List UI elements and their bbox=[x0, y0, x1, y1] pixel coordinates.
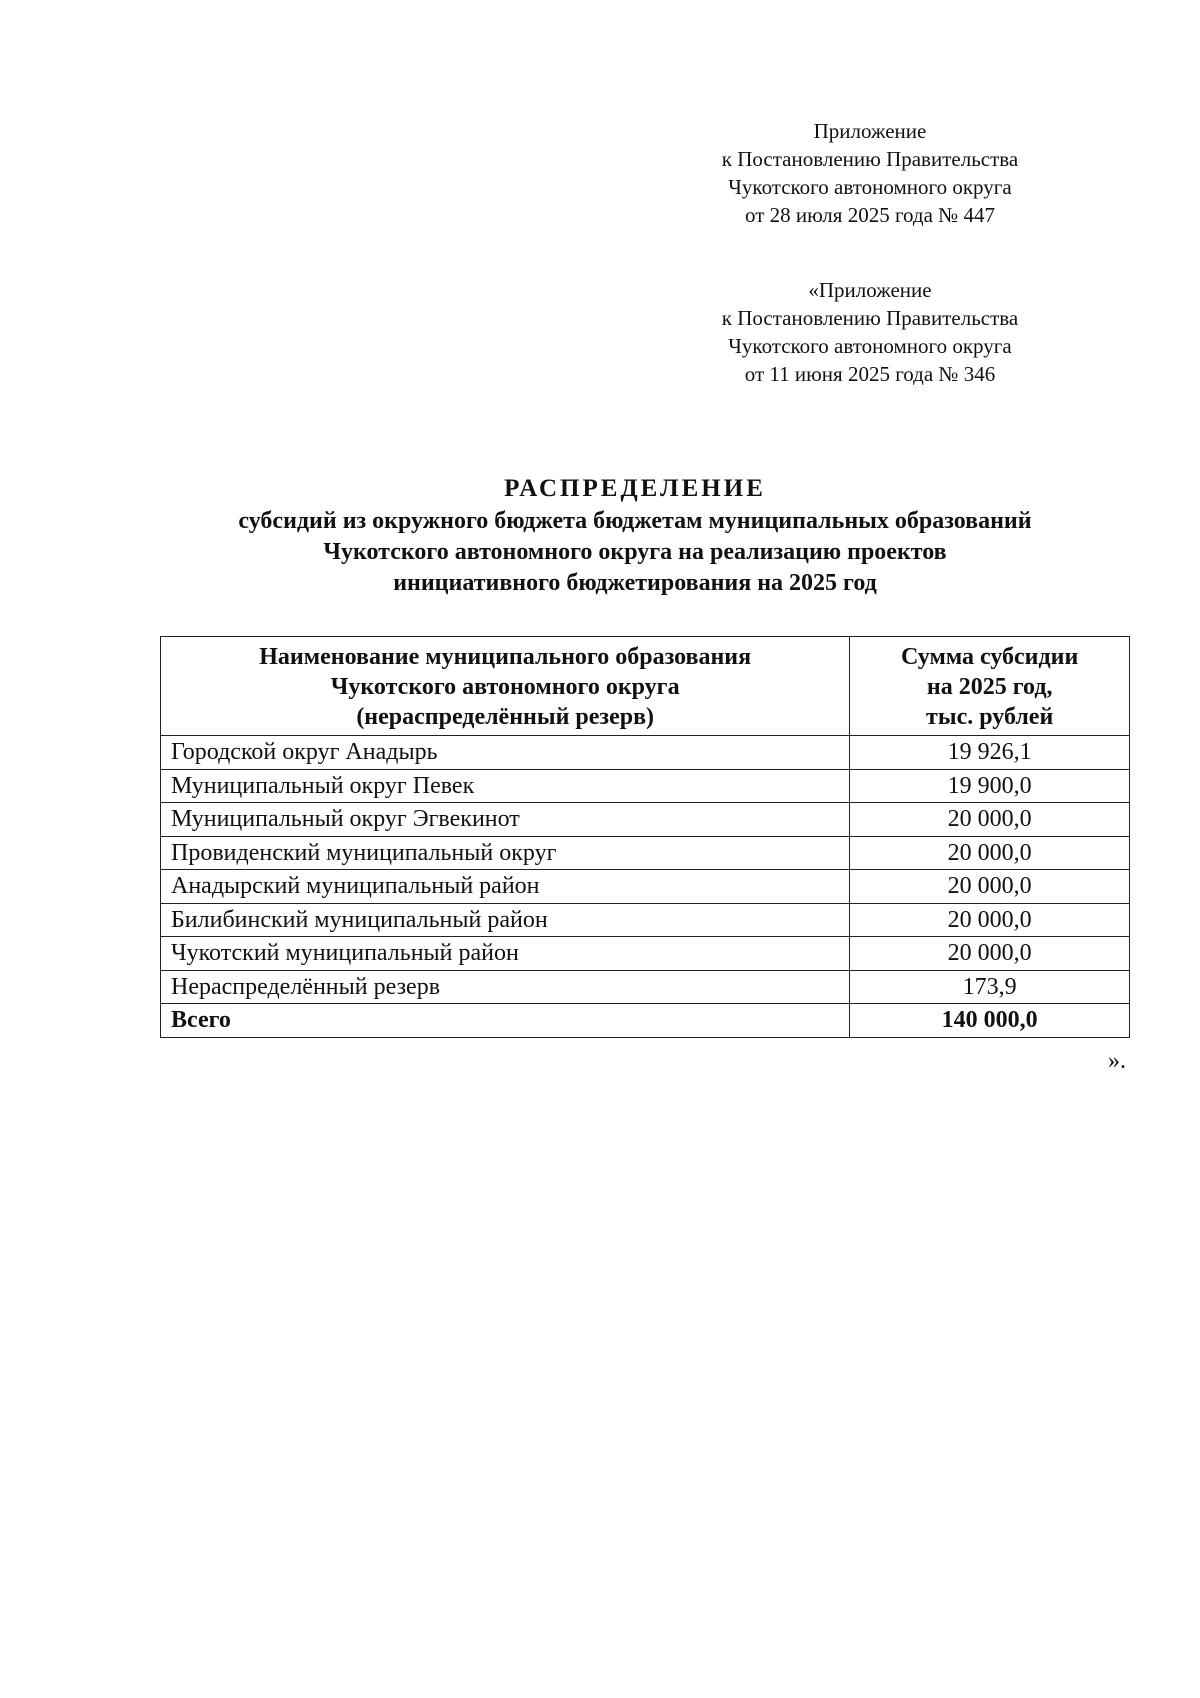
header-municipality-line-3: (нераспределённый резерв) bbox=[356, 704, 655, 730]
row-amount: 173,9 bbox=[850, 970, 1130, 1004]
row-amount: 20 000,0 bbox=[850, 803, 1130, 837]
document-title: РАСПРЕДЕЛЕНИЕ bbox=[504, 475, 766, 502]
row-municipality: Анадырский муниципальный район bbox=[161, 870, 850, 904]
table-row bbox=[161, 937, 1130, 971]
row-municipality: Городской округ Анадырь bbox=[161, 736, 850, 770]
total-label: Всего bbox=[161, 1004, 850, 1038]
table-header-row bbox=[161, 637, 1130, 736]
table-row bbox=[161, 736, 1130, 770]
annex-current-line-2: к Постановлению Правительства bbox=[721, 147, 1019, 171]
header-amount-line-1: Сумма субсидии bbox=[901, 644, 1079, 670]
row-municipality: Нераспределённый резерв bbox=[161, 970, 850, 1004]
header-amount-line-2: на 2025 год, bbox=[926, 674, 1053, 700]
row-municipality: Билибинский муниципальный район bbox=[161, 903, 850, 937]
row-amount: 20 000,0 bbox=[850, 870, 1130, 904]
row-municipality: Провиденский муниципальный округ bbox=[161, 836, 850, 870]
annex-amended-line-1: «Приложение bbox=[808, 278, 932, 302]
table-total-row bbox=[161, 1004, 1130, 1038]
subsidy-distribution-table bbox=[160, 636, 1130, 1038]
closing-quote-mark: ». bbox=[1108, 1048, 1126, 1074]
document-heading bbox=[150, 472, 1120, 599]
annex-amended-block bbox=[690, 276, 1050, 388]
document-subtitle-line-1: субсидий из окружного бюджета бюджетам муниципальных образований bbox=[238, 508, 1032, 534]
row-amount: 20 000,0 bbox=[850, 937, 1130, 971]
row-municipality: Муниципальный округ Эгвекинот bbox=[161, 803, 850, 837]
table-row bbox=[161, 803, 1130, 837]
annex-current-line-3: Чукотского автономного округа bbox=[728, 175, 1012, 199]
document-subtitle-line-2: Чукотского автономного округа на реализацию проектов bbox=[323, 539, 947, 565]
total-amount: 140 000,0 bbox=[850, 1004, 1130, 1038]
document-subtitle-line-3: инициативного бюджетирования на 2025 год bbox=[393, 570, 877, 596]
annex-amended-line-3: Чукотского автономного округа bbox=[728, 334, 1012, 358]
header-municipality bbox=[161, 637, 850, 736]
header-municipality-line-2: Чукотского автономного округа bbox=[330, 674, 680, 700]
table-row bbox=[161, 870, 1130, 904]
row-amount: 20 000,0 bbox=[850, 836, 1130, 870]
row-municipality: Муниципальный округ Певек bbox=[161, 769, 850, 803]
header-municipality-line-1: Наименование муниципального образования bbox=[259, 644, 752, 670]
header-amount-line-3: тыс. рублей bbox=[926, 704, 1054, 730]
row-amount: 19 926,1 bbox=[850, 736, 1130, 770]
table-row bbox=[161, 769, 1130, 803]
annex-amended-line-4: от 11 июня 2025 года № 346 bbox=[744, 362, 996, 386]
row-municipality: Чукотский муниципальный район bbox=[161, 937, 850, 971]
table-row bbox=[161, 970, 1130, 1004]
header-amount bbox=[850, 637, 1130, 736]
row-amount: 20 000,0 bbox=[850, 903, 1130, 937]
table-row bbox=[161, 903, 1130, 937]
annex-current-line-1: Приложение bbox=[813, 119, 927, 143]
annex-amended-line-2: к Постановлению Правительства bbox=[721, 306, 1019, 330]
table-row bbox=[161, 836, 1130, 870]
row-amount: 19 900,0 bbox=[850, 769, 1130, 803]
annex-current-line-4: от 28 июля 2025 года № 447 bbox=[745, 203, 995, 227]
annex-current-block bbox=[690, 117, 1050, 229]
